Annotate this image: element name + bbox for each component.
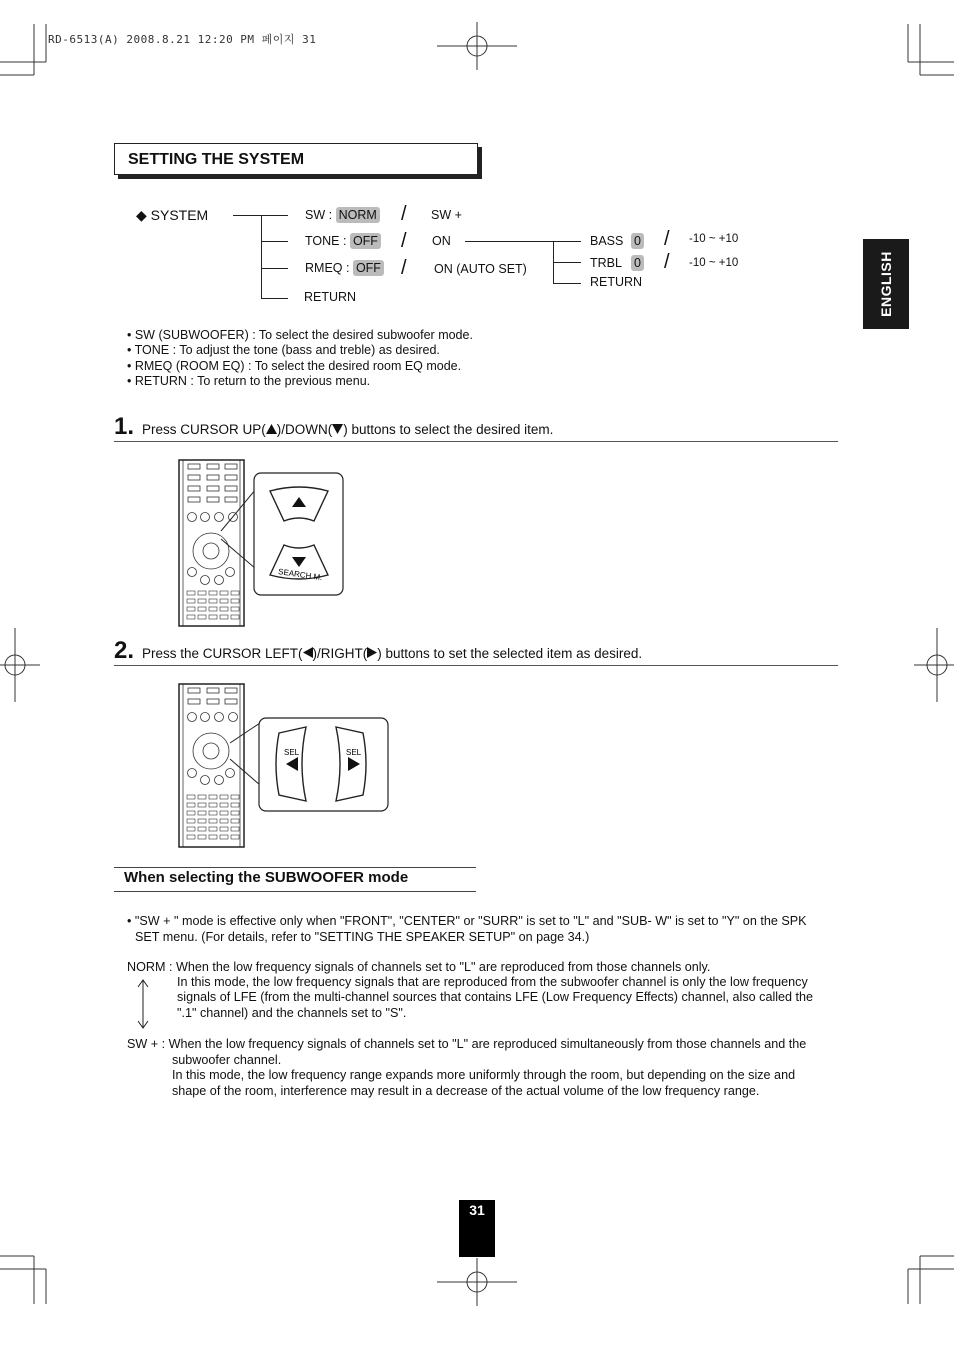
step2-text-b: )/RIGHT(: [312, 646, 368, 661]
trbl-range: -10 ~ +10: [689, 257, 739, 269]
step1-text-b: )/DOWN(: [276, 422, 333, 437]
bass-label: BASS: [590, 234, 624, 248]
step1-rule: [114, 441, 838, 442]
separator-slash: /: [664, 251, 670, 273]
swplus-desc-line: SW + : When the low frequency signals of channels set to "L" are reproduced simultaneously from those channels and the: [127, 1037, 807, 1051]
tone-alt: ON: [432, 234, 451, 248]
norm-desc-line: In this mode, the low frequency signals that are reproduced from the subwoofer channel is only the low frequency: [177, 975, 808, 989]
tree-line: [261, 241, 288, 242]
list-item: • RETURN : To return to the previous menu.: [127, 374, 371, 389]
tree-line: [261, 268, 288, 269]
sw-note-line: • "SW + " mode is effective only when "FRONT", "CENTER" or "SURR" is set to "L" and "SUB- W" is set to "Y" on the SPK: [127, 914, 807, 928]
tone-item: [305, 234, 381, 248]
bass-value: 0: [631, 233, 644, 249]
norm-desc-line: NORM : When the low frequency signals of channels set to "L" are reproduced from those channels only.: [127, 960, 711, 974]
separator-slash: /: [401, 257, 407, 279]
list-item: • SW (SUBWOOFER) : To select the desired subwoofer mode.: [127, 328, 473, 342]
remote-control-illustration: [178, 683, 392, 849]
tone-value: OFF: [350, 233, 381, 249]
subwoofer-heading: When selecting the SUBWOOFER mode: [124, 869, 409, 886]
swplus-desc-line: In this mode, the low frequency range expands more uniformly through the room, but depending on the size and: [172, 1068, 796, 1082]
step2-rule: [114, 665, 838, 666]
list-item: • TONE : To adjust the tone (bass and treble) as desired.: [127, 343, 440, 358]
sw-label: SW :: [305, 208, 333, 222]
triangle-right-icon: [367, 647, 377, 658]
return-item: RETURN: [304, 290, 357, 304]
sw-item: [305, 208, 380, 222]
page-number: 31: [469, 1202, 485, 1218]
sub-return: RETURN: [590, 275, 643, 289]
tone-label: TONE :: [305, 234, 347, 248]
norm-desc-line: ".1" channel) and the channels set to "S".: [177, 1006, 407, 1020]
search-button-label: SEARCH M.: [277, 567, 323, 583]
step1-number: 1.: [114, 413, 135, 440]
remote-control-illustration: [178, 459, 348, 627]
trbl-value: 0: [631, 255, 644, 271]
separator-slash: /: [401, 230, 407, 252]
norm-desc-line: signals of LFE (from the multi-channel sources that contains LFE (Low Frequency Effects) channel, also called the: [177, 990, 814, 1004]
step1-instruction: [142, 422, 553, 437]
tree-line: [261, 298, 288, 299]
doc-id: RD-6513(A) 2008.8.21 12:20 PM 페이지 31: [48, 33, 317, 46]
subhead-rule-bottom: [114, 891, 476, 892]
swplus-desc-line: shape of the room, interference may result in a decrease of the actual volume of the low frequency range.: [172, 1084, 760, 1098]
separator-slash: /: [401, 203, 407, 225]
triangle-left-icon: [303, 647, 313, 658]
subhead-rule-top: [114, 867, 476, 868]
bass-range: -10 ~ +10: [689, 233, 739, 245]
sel-right-label: SEL: [346, 748, 362, 757]
separator-slash: /: [664, 228, 670, 250]
bullet-list: [127, 328, 473, 390]
step2-instruction: [142, 646, 642, 661]
step1-text-c: ) buttons to select the desired item.: [343, 422, 554, 437]
page-number-tab: [459, 1200, 495, 1257]
section-title: SETTING THE SYSTEM: [128, 151, 305, 168]
triangle-down-icon: [332, 424, 343, 434]
tree-line: [465, 241, 581, 242]
step2-number: 2.: [114, 637, 135, 664]
sel-left-label: SEL: [284, 748, 300, 757]
tree-line: [553, 262, 581, 263]
step1-text-a: Press CURSOR UP(: [142, 422, 266, 437]
rmeq-alt: ON (AUTO SET): [434, 262, 527, 276]
trbl-label: TRBL: [590, 256, 622, 270]
step2-text-c: ) buttons to set the selected item as desired.: [377, 646, 643, 661]
sw-note-line: SET menu. (For details, refer to "SETTING THE SPEAKER SETUP" on page 34.): [135, 930, 590, 944]
rmeq-label: RMEQ :: [305, 261, 350, 275]
triangle-up-icon: [266, 424, 277, 434]
rmeq-item: [305, 261, 384, 275]
double-arrow-icon: [136, 978, 150, 1030]
tree-line: [553, 283, 581, 284]
swplus-desc-line: subwoofer channel.: [172, 1053, 282, 1067]
list-item: • RMEQ (ROOM EQ) : To select the desired room EQ mode.: [127, 358, 462, 373]
language-tab-label: ENGLISH: [878, 251, 894, 317]
language-tab: [863, 239, 909, 329]
step2-text-a: Press the CURSOR LEFT(: [142, 646, 303, 661]
tree-root: ◆ SYSTEM: [136, 207, 209, 223]
sw-value: NORM: [336, 207, 380, 223]
rmeq-value: OFF: [353, 260, 384, 276]
sw-alt: SW +: [431, 208, 462, 222]
tree-line: [261, 215, 262, 299]
